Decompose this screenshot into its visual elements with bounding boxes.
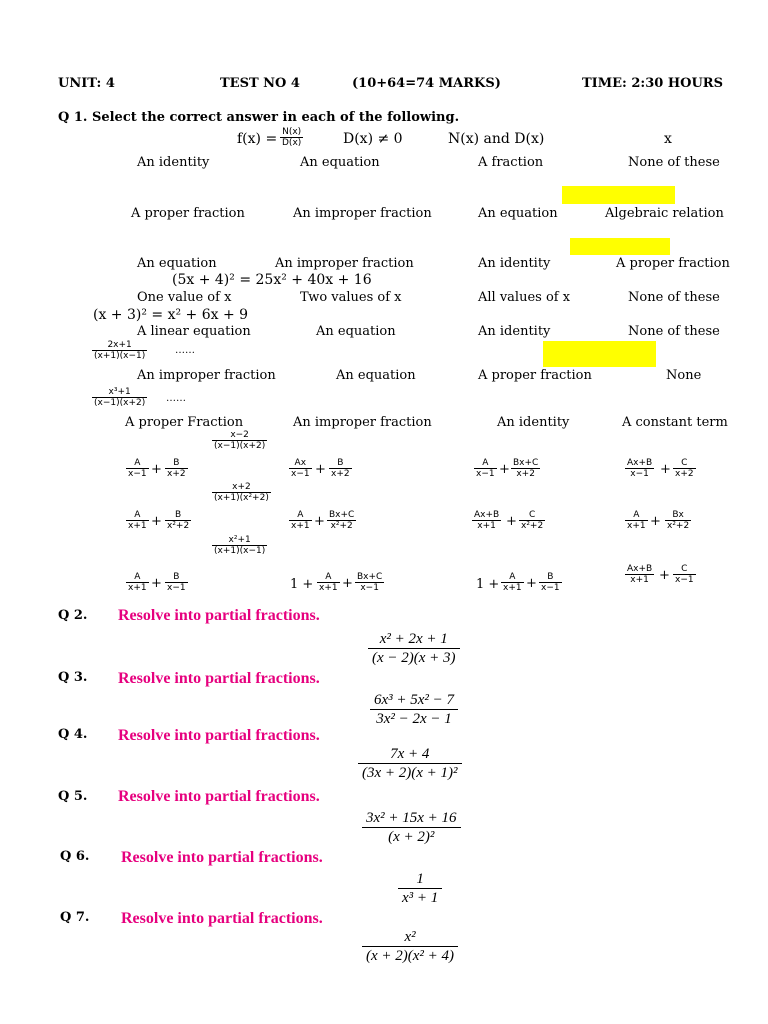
unit-label: UNIT: 4	[58, 76, 115, 91]
fraction-numerator: Ax+B	[627, 564, 653, 574]
question-label: Q 6.	[60, 849, 90, 864]
fraction-denominator: x+2	[516, 469, 535, 479]
question-instruction: Resolve into partial fractions.	[121, 910, 323, 927]
plus-sign: +	[499, 462, 510, 477]
highlight-mark	[562, 186, 675, 204]
option-c: A fraction	[478, 155, 544, 170]
term-fraction	[355, 572, 384, 593]
question-expression	[398, 870, 442, 907]
fraction-numerator: Bx	[672, 510, 684, 520]
option-b: Two values of x	[300, 290, 402, 305]
fraction-denominator: x+1	[128, 521, 147, 531]
question-fraction	[92, 387, 147, 408]
question-fraction	[212, 535, 267, 556]
option-a: An equation	[137, 256, 217, 271]
constant-one: 1 +	[290, 577, 314, 592]
fraction-denominator: (x + 2)²	[388, 829, 435, 845]
option-b: An improper fraction	[293, 206, 432, 221]
option-x: x	[664, 131, 672, 147]
term-fraction	[625, 564, 654, 585]
fx-expression: f(x) =	[237, 131, 278, 147]
plus-sign: +	[151, 576, 162, 591]
question-expression	[358, 745, 462, 782]
question-instruction: Resolve into partial fractions.	[118, 727, 320, 744]
fraction-numerator: x²+1	[228, 535, 251, 545]
term-fraction	[673, 564, 696, 585]
term-fraction	[327, 510, 356, 531]
option-c: An identity	[478, 324, 551, 339]
option-c: An identity	[478, 256, 551, 271]
term-fraction	[539, 572, 562, 593]
term-fraction	[126, 572, 149, 593]
blank-dots: ……	[175, 345, 195, 356]
fraction-denominator: x−1	[360, 583, 379, 593]
term-fraction	[625, 510, 648, 531]
fraction-denominator: x+2	[331, 469, 350, 479]
term-fraction	[474, 458, 497, 479]
option-nx-and-dx: N(x) and D(x)	[448, 131, 545, 147]
fraction-numerator: A	[134, 572, 141, 582]
fraction-numerator: Bx+C	[513, 458, 539, 468]
fraction-denominator: x+1	[477, 521, 496, 531]
plus-sign: +	[314, 514, 325, 529]
fraction-numerator: x²	[404, 929, 416, 945]
fraction-denominator: (x−1)(x+2)	[94, 398, 146, 408]
fraction-denominator: x³ + 1	[402, 890, 439, 906]
option-b: An equation	[316, 324, 396, 339]
fraction-numerator: A	[633, 510, 640, 520]
time-allowed: TIME: 2:30 HOURS	[582, 76, 723, 91]
fraction-denominator: x²+2	[521, 521, 544, 531]
question-expression	[370, 691, 458, 728]
option-b: An equation	[300, 155, 380, 170]
fraction-numerator: A	[134, 458, 141, 468]
fraction-numerator: A	[482, 458, 489, 468]
plus-sign: +	[151, 514, 162, 529]
option-d: Algebraic relation	[605, 206, 724, 221]
fraction-numerator: Ax+B	[627, 458, 653, 468]
fraction-denominator: x+2	[675, 469, 694, 479]
fraction-numerator: Ax	[294, 458, 307, 468]
fraction-denominator: x+2	[167, 469, 186, 479]
plus-sign: +	[660, 462, 671, 477]
fraction-numerator: A	[297, 510, 304, 520]
highlight-mark	[543, 341, 656, 367]
fraction-numerator: B	[547, 572, 554, 582]
option-d: None	[666, 368, 702, 383]
fraction-denominator: x+1	[630, 575, 649, 585]
fraction-denominator: x−1	[675, 575, 694, 585]
question-label: Q 4.	[58, 727, 88, 742]
question-label: Q 2.	[58, 608, 88, 623]
term-fraction	[165, 572, 188, 593]
fraction-numerator: B	[173, 572, 180, 582]
question-label: Q 5.	[58, 789, 88, 804]
question-expression	[362, 928, 458, 965]
option-d: None of these	[628, 155, 720, 170]
option-d: A proper fraction	[616, 256, 730, 271]
option-a: One value of x	[137, 290, 232, 305]
fraction-denominator: x+1	[128, 583, 147, 593]
fraction-numerator: B	[175, 510, 182, 520]
term-fraction	[472, 510, 501, 531]
fraction-denominator: (3x + 2)(x + 1)²	[362, 765, 458, 781]
plus-sign: +	[506, 514, 517, 529]
option-dx-not-zero: D(x) ≠ 0	[343, 131, 403, 147]
question-instruction: Resolve into partial fractions.	[118, 788, 320, 805]
term-fraction	[329, 458, 352, 479]
fraction-denominator: 3x² − 2x − 1	[376, 711, 452, 727]
question-fraction	[92, 340, 147, 361]
fraction-numerator: Ax+B	[474, 510, 500, 520]
option-c: An identity	[497, 415, 570, 430]
fraction-numerator: 6x³ + 5x² − 7	[374, 692, 455, 708]
blank-dots: ……	[166, 393, 186, 404]
term-fraction	[317, 572, 340, 593]
fraction-denominator: x−1	[167, 583, 186, 593]
option-a: An improper fraction	[137, 368, 276, 383]
question-fraction	[212, 430, 267, 451]
fraction-numerator: C	[528, 510, 536, 520]
term-fraction	[165, 510, 191, 531]
question-instruction: Resolve into partial fractions.	[121, 849, 323, 866]
fraction-numerator: N(x)	[282, 127, 302, 137]
fraction-denominator: (x − 2)(x + 3)	[372, 650, 456, 666]
square-expression: (x + 3)² = x² + 6x + 9	[93, 307, 249, 323]
constant-one: 1 +	[476, 577, 500, 592]
term-fraction	[126, 458, 149, 479]
option-b: An improper fraction	[293, 415, 432, 430]
fraction-denominator: x−1	[541, 583, 560, 593]
fraction-denominator: (x+1)(x²+2)	[214, 493, 269, 503]
plus-sign: +	[342, 576, 353, 591]
term-fraction	[501, 572, 524, 593]
term-fraction	[673, 458, 696, 479]
fraction-numerator: Bx+C	[329, 510, 355, 520]
identity-expression: (5x + 4)² = 25x² + 40x + 16	[172, 272, 372, 288]
option-a: A linear equation	[137, 324, 251, 339]
fraction-denominator: (x+1)(x−1)	[214, 546, 266, 556]
nx-over-dx	[280, 127, 303, 148]
fraction-numerator: A	[325, 572, 332, 582]
option-c: All values of x	[478, 290, 571, 305]
fraction-denominator: x²+2	[167, 521, 190, 531]
fraction-denominator: x+1	[319, 583, 338, 593]
plus-sign: +	[315, 462, 326, 477]
fraction-numerator: Bx+C	[357, 572, 383, 582]
fraction-denominator: (x + 2)(x² + 4)	[366, 948, 455, 964]
question-label: Q 7.	[60, 910, 90, 925]
fraction-numerator: x³+1	[108, 387, 131, 397]
question-instruction: Resolve into partial fractions.	[118, 607, 320, 624]
option-a: An identity	[137, 155, 210, 170]
fraction-denominator: x+1	[291, 521, 310, 531]
term-fraction	[511, 458, 540, 479]
option-a: A proper Fraction	[125, 415, 244, 430]
fraction-denominator: x²+2	[667, 521, 690, 531]
fraction-denominator: x−1	[476, 469, 495, 479]
term-fraction	[519, 510, 545, 531]
fraction-numerator: 3x² + 15x + 16	[366, 810, 457, 826]
fraction-denominator: (x−1)(x+2)	[214, 441, 266, 451]
question-instruction: Resolve into partial fractions.	[118, 670, 320, 687]
fraction-numerator: A	[509, 572, 516, 582]
fraction-denominator: x+1	[503, 583, 522, 593]
fraction-numerator: 7x + 4	[390, 746, 430, 762]
term-fraction	[665, 510, 691, 531]
term-fraction	[289, 458, 312, 479]
question-expression	[362, 809, 461, 846]
fraction-numerator: x−2	[230, 430, 249, 440]
plus-sign: +	[151, 462, 162, 477]
fraction-numerator: A	[134, 510, 141, 520]
fraction-numerator: 1	[416, 871, 424, 887]
total-marks: (10+64=74 MARKS)	[352, 76, 501, 91]
fraction-numerator: C	[681, 458, 688, 468]
term-fraction	[126, 510, 149, 531]
question-expression	[368, 630, 460, 667]
option-d: None of these	[628, 290, 720, 305]
fraction-numerator: 2x+1	[107, 340, 132, 350]
highlight-mark	[570, 238, 670, 255]
option-b: An equation	[336, 368, 416, 383]
fraction-denominator: D(x)	[282, 138, 302, 148]
fraction-denominator: x+1	[627, 521, 646, 531]
plus-sign: +	[650, 514, 661, 529]
option-c: A proper fraction	[478, 368, 592, 383]
q1-title: Q 1. Select the correct answer in each of the following.	[58, 110, 460, 125]
option-d: A constant term	[622, 415, 728, 430]
fraction-denominator: (x+1)(x−1)	[94, 351, 146, 361]
term-fraction	[165, 458, 188, 479]
plus-sign: +	[659, 568, 670, 583]
fraction-denominator: x−1	[291, 469, 310, 479]
plus-sign: +	[526, 576, 537, 591]
test-number: TEST NO 4	[220, 76, 300, 91]
option-c: An equation	[478, 206, 558, 221]
fraction-numerator: x+2	[232, 482, 251, 492]
fraction-numerator: x² + 2x + 1	[379, 631, 448, 647]
fraction-numerator: B	[173, 458, 180, 468]
term-fraction	[289, 510, 312, 531]
fraction-denominator: x−1	[128, 469, 147, 479]
option-a: A proper fraction	[131, 206, 245, 221]
option-b: An improper fraction	[275, 256, 414, 271]
term-fraction	[625, 458, 654, 479]
fraction-numerator: C	[681, 564, 688, 574]
question-label: Q 3.	[58, 670, 88, 685]
option-d: None of these	[628, 324, 720, 339]
fraction-denominator: x−1	[630, 469, 649, 479]
fraction-denominator: x²+2	[330, 521, 353, 531]
question-fraction	[212, 482, 271, 503]
fraction-numerator: B	[337, 458, 344, 468]
